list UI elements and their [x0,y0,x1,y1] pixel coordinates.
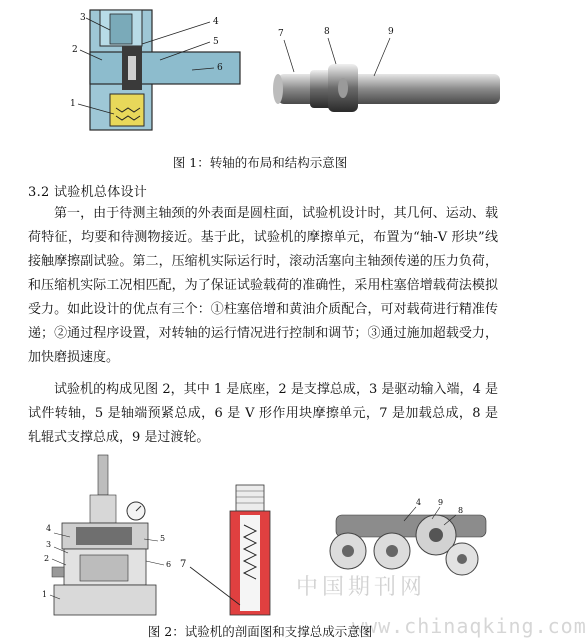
fig2-label: 4 [46,524,52,533]
fig2-label: 4 [416,498,422,507]
fig1-label: 3 [80,13,86,23]
fig1-label: 2 [72,45,78,55]
figure-1-illustration [10,4,510,130]
fig2-label: 2 [44,554,50,563]
machine-section-drawing [50,455,164,615]
fig2-label: 3 [46,540,52,549]
fig2-label: 5 [160,534,166,543]
watermark-url: www.chinaqking.com [352,614,587,638]
fig1-label: 4 [213,17,219,27]
fig1-label: 5 [213,37,219,47]
cross-section-drawing [78,10,240,130]
figure-2-illustration [40,455,510,620]
roller-assembly-drawing [330,507,486,575]
paragraph-2: 试验机的构成见图 2，其中 1 是底座，2 是支撑总成，3 是驱动输入端，4 是试件转轴，5 是轴端预紧总成，6 是 V 形作用块摩擦单元，7 是加载总成，8 是轧辊式支撑总成，9 是过渡轮。 [28,382,498,445]
figure-2-caption: 图 2：试验机的剖面图和支撑总成示意图 [147,624,373,639]
fig1-label: 9 [388,27,394,37]
fig2-label: 9 [438,498,444,507]
shaft-rendering [273,38,500,112]
fig2-label: 1 [42,590,48,599]
paragraph-1: 第一，由于待测主轴颈的外表面是圆柱面，试验机设计时，其几何、运动、载荷特征，均要和待测物接近。基于此，试验机的摩擦单元，布置为“轴-V 形块”线接触摩擦副试验。第二，压缩机实际运行时，滚动活塞向主轴颈传递的压力负荷，和压缩机实际工况相匹配，为了保证试验载荷的准确性，采用柱塞倍增载荷法模拟受力。如此设计的优点有三个：①柱塞倍增和黄油介质配合，可对载荷进行精准传递；②通过程序设置，对转轴的运行情况进行控制和调节；③通过施加超载受力，加快磨损速度。 [28,206,498,365]
section-title: 3.2 试验机总体设计 [28,185,148,200]
fig1-label: 8 [324,27,330,37]
fig1-label: 1 [70,99,76,109]
fig2-label: 8 [458,506,464,515]
fig1-label: 6 [217,63,223,73]
loading-assembly-drawing [190,485,270,615]
watermark-text: 中国期刊网 [296,575,427,600]
figure-1-caption: 图 1：转轴的布局和结构示意图 [172,155,348,170]
fig2-label: 6 [166,560,172,569]
fig1-label: 7 [278,29,284,39]
fig2-label: 7 [180,559,187,570]
